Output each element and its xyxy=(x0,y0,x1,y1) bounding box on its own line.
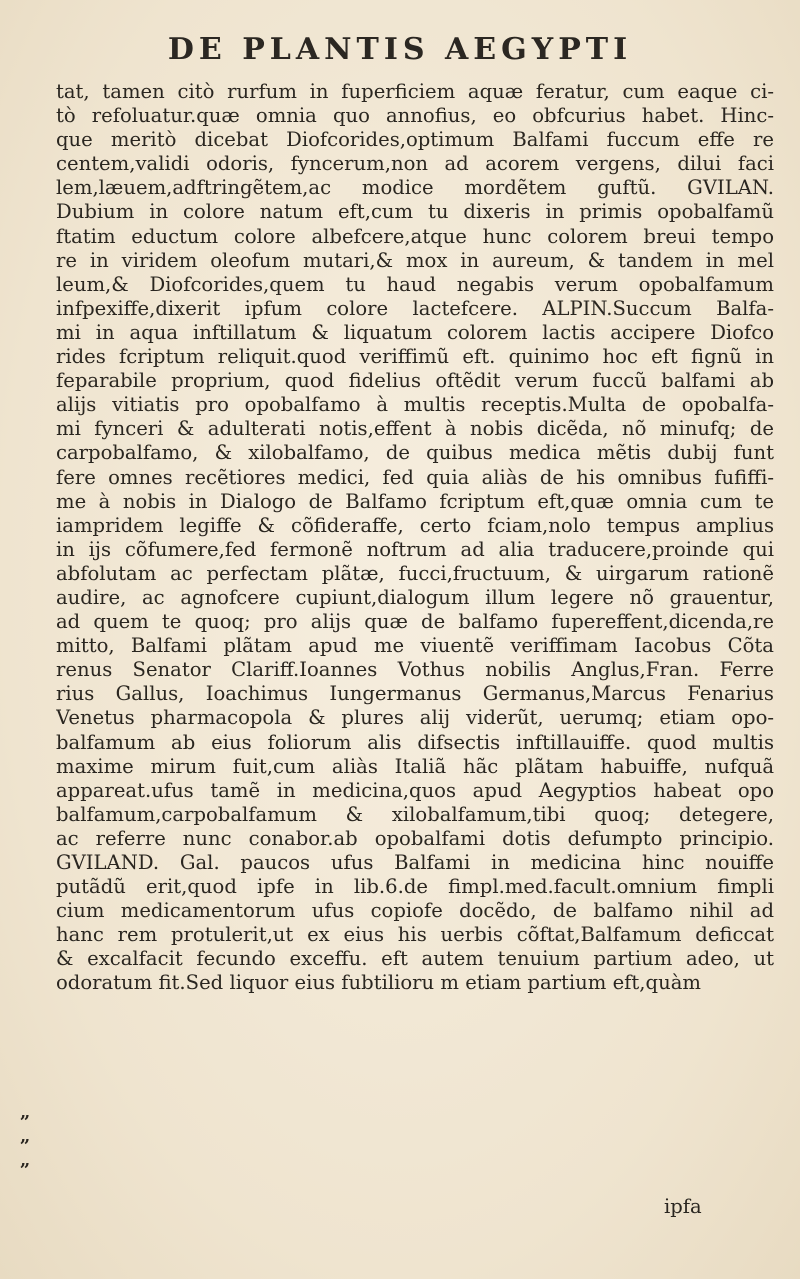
text-line: balfamum ab eius foliorum alis difsectis inftillauiffe. quod multis xyxy=(56,730,774,754)
text-line: hanc rem protulerit,ut ex eius his uerbis cõftat,Balfamum deficcat xyxy=(56,923,774,947)
text-line: renus Senator Clariff.Ioannes Vothus nobilis Anglus,Fran. Ferre xyxy=(56,658,774,682)
text-line: maxime mirum fuit,cum aliàs Italiã hãc plãtam habuiffe, nufquã xyxy=(56,754,774,778)
catchword: ipfa xyxy=(664,1195,702,1218)
quotation-marks-margin xyxy=(20,1101,50,1173)
quote-mark: „ xyxy=(20,1150,31,1172)
text-line: GVILAND. Gal. paucos ufus Balfami in medicina hinc nouiffe xyxy=(56,851,774,874)
text-line: putãdũ erit,quod ipfe in lib.6.de fimpl.med.facult.omnium fimpli xyxy=(56,875,774,899)
text-line: mi fynceri & adulterati notis,effent à nobis dicẽda, nõ minufq; de xyxy=(56,417,774,441)
text-line: Dubium in colore natum eft,cum tu dixeris in primis opobalfamũ xyxy=(56,200,774,224)
text-line: & excalfacit fecundo exceffu. eft autem tenuium partium adeo, ut xyxy=(56,947,774,971)
text-line: cium medicamentorum ufus copiofe docẽdo, de balfamo nihil ad xyxy=(56,899,774,923)
text-line: que meritò dicebat Diofcorides,optimum Balfami fuccum effe re xyxy=(56,128,774,152)
text-line: iampridem legiffe & cõfideraffe, certo fciam,nolo tempus amplius xyxy=(56,513,774,537)
text-line: centem,validi odoris, fyncerum,non ad acorem vergens, dilui faci xyxy=(56,152,774,176)
text-line: Venetus pharmacopola & plures alij viderũt, uerumq; etiam opo- xyxy=(56,706,774,730)
text-line: alijs vitiatis pro opobalfamo à multis receptis.Multa de opobalfa- xyxy=(56,393,774,417)
text-line: re in viridem oleofum mutari,& mox in aureum, & tandem in mel xyxy=(56,248,774,272)
text-line: in ijs cõfumere,fed fermonẽ noftrum ad alia traducere,proinde qui xyxy=(56,537,774,561)
text-line: tat, tamen citò rurfum in fuperficiem aquæ feratur, cum eaque ci- xyxy=(56,80,774,103)
text-line: audire, ac agnofcere cupiunt,dialogum illum legere nõ grauentur, xyxy=(56,585,774,609)
text-line: lem,læuem,adftringẽtem,ac modice mordẽtem guftũ. GVILAN. xyxy=(56,176,774,200)
text-line: ftatim eductum colore albefcere,atque hunc colorem breui tempo xyxy=(56,224,774,248)
text-line: leum,& Diofcorides,quem tu haud negabis verum opobalfamum xyxy=(56,272,774,296)
text-line: mi in aqua inftillatum & liquatum colorem lactis accipere Diofco xyxy=(56,320,774,344)
text-line: feparabile proprium, quod fidelius oftẽdit verum fuccũ balfami ab xyxy=(56,369,774,393)
text-line: balfamum,carpobalfamum & xilobalfamum,tibi quoq; detegere, xyxy=(56,802,774,826)
body-text xyxy=(56,80,774,996)
text-line: me à nobis in Dialogo de Balfamo fcriptum eft,quæ omnia cum te xyxy=(56,489,774,513)
quote-mark: „ xyxy=(20,1126,31,1148)
text-line: carpobalfamo, & xilobalfamo, de quibus medica mẽtis dubij funt xyxy=(56,441,774,465)
text-line: tò refoluatur.quæ omnia quo annofius, eo obfcurius habet. Hinc- xyxy=(56,104,774,128)
text-line: fere omnes recẽtiores medici, fed quia aliàs de his omnibus fufiffi- xyxy=(56,465,774,489)
text-line: ac referre nunc conabor.ab opobalfami dotis defumpto principio. xyxy=(56,826,774,850)
quote-mark: „ xyxy=(20,1102,31,1123)
text-line: appareat.ufus tamẽ in medicina,quos apud Aegyptios habeat opo xyxy=(56,778,774,802)
text-line: infpexiffe,dixerit ipfum colore lactefcere. ALPIN.Succum Balfa- xyxy=(56,296,774,320)
text-line: rius Gallus, Ioachimus Iungermanus Germanus,Marcus Fenarius xyxy=(56,682,774,706)
text-line: mitto, Balfami plãtam apud me viuentẽ veriffimam Iacobus Cõta xyxy=(56,634,774,658)
running-header: DE PLANTIS AEGYPTI xyxy=(167,32,633,67)
text-line: odoratum fit.Sed liquor eius fubtilioru m etiam partium eft,quàm xyxy=(56,971,701,995)
text-line: rides fcriptum reliquit.quod veriffimũ eft. quinimo hoc eft fignũ in xyxy=(56,345,774,369)
text-line: ad quem te quoq; pro alijs quæ de balfamo fupereffent,dicenda,re xyxy=(56,610,774,634)
text-line: abfolutam ac perfectam plãtæ, fucci,fructuum, & uirgarum rationẽ xyxy=(56,561,774,585)
